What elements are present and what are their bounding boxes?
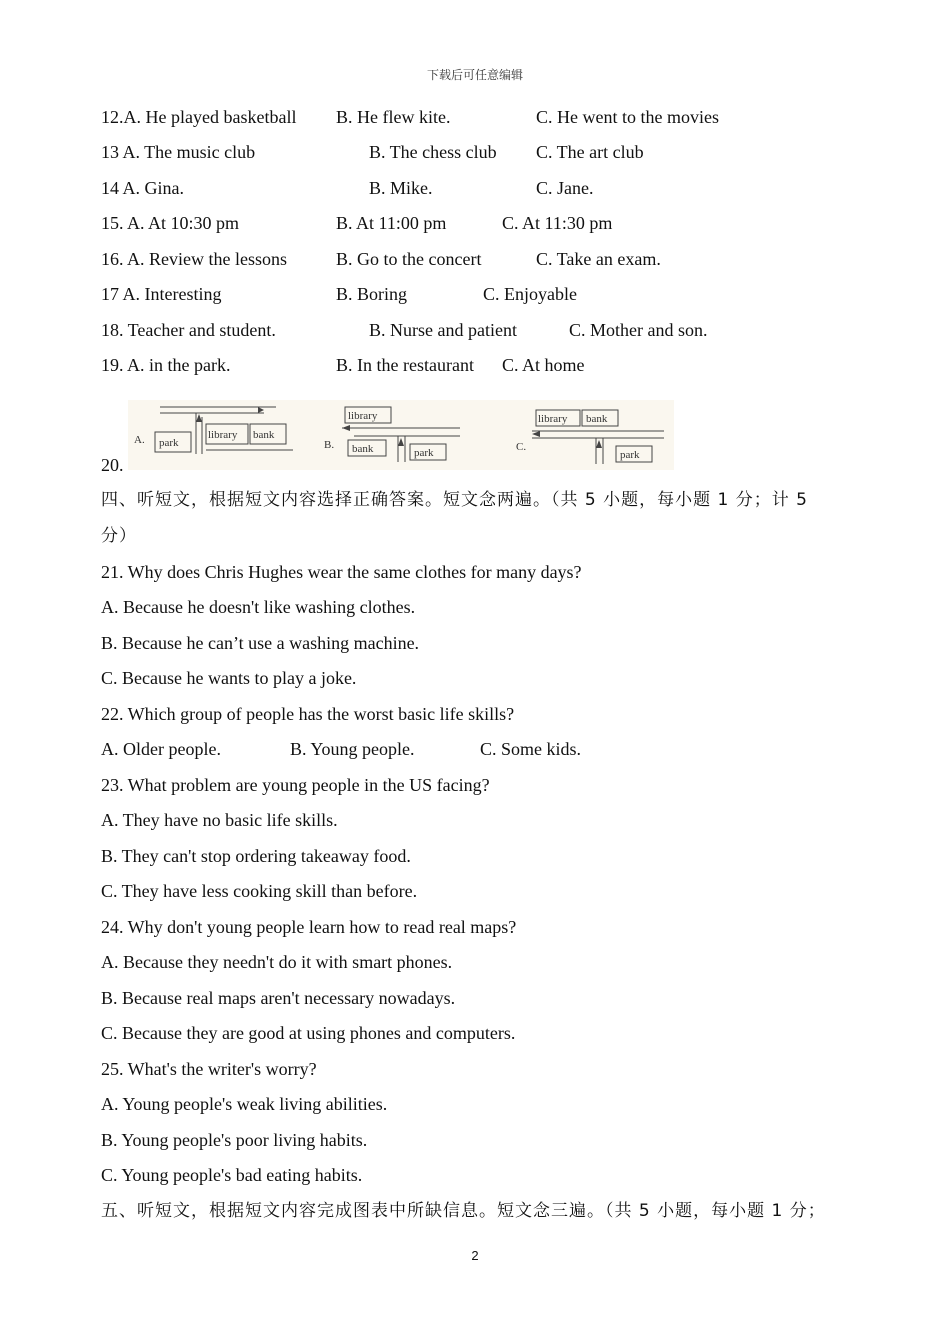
question-20-map-options [128,400,674,470]
map-b-library: library [348,410,378,422]
section-4-heading: 四、听短文，根据短文内容选择正确答案。短文念两遍。（共 5 小题，每小题 1 分；计 5 [101,490,808,510]
question-23-option-b: B. They can't stop ordering takeaway food. [101,846,411,866]
option-a: 19. A. in the park. [101,355,231,375]
question-22-stem: 22. Which group of people has the worst basic life skills? [101,704,515,724]
option-c: C. Some kids. [480,739,582,759]
map-b-park: park [414,447,434,459]
question-23-option-c: C. They have less cooking skill than before. [101,881,418,901]
option-b: B. Young people. [290,739,415,759]
question-19 [101,354,801,376]
question-13 [101,141,801,163]
question-25-stem: 25. What's the writer's worry? [101,1059,317,1079]
question-16 [101,248,801,270]
section-4-heading-cont: 分） [101,526,137,546]
option-c: C. Mother and son. [569,320,708,340]
option-c: C. At 11:30 pm [502,213,613,233]
option-a: 15. A. At 10:30 pm [101,213,240,233]
map-option-b [324,407,460,462]
option-b: B. In the restaurant [336,355,474,375]
map-c-park: park [620,449,640,461]
map-c-bank: bank [586,413,608,425]
question-21-option-b: B. Because he can’t use a washing machine. [101,633,420,653]
option-c: C. Take an exam. [536,249,661,269]
question-24-option-a: A. Because they needn't do it with smart phones. [101,952,453,972]
map-c-library: library [538,413,568,425]
option-b: B. Mike. [369,178,433,198]
question-17 [101,283,801,305]
option-c: C. Jane. [536,178,594,198]
map-a-library: library [208,429,238,441]
question-24-stem: 24. Why don't young people learn how to read real maps? [101,917,517,937]
question-24-option-c: C. Because they are good at using phones and computers. [101,1023,516,1043]
map-label-b: B. [324,439,335,451]
question-23-stem: 23. What problem are young people in the US facing? [101,775,490,795]
map-a-bank: bank [253,429,275,441]
option-b: B. The chess club [369,142,497,162]
map-b-bank: bank [352,443,374,455]
question-25-option-a: A. Young people's weak living abilities. [101,1094,388,1114]
option-a: 18. Teacher and student. [101,320,276,340]
question-25-option-b: B. Young people's poor living habits. [101,1130,368,1150]
option-b: B. Go to the concert [336,249,482,269]
option-a: 14 A. Gina. [101,178,184,198]
option-b: B. At 11:00 pm [336,213,447,233]
question-21-stem: 21. Why does Chris Hughes wear the same clothes for many days? [101,562,582,582]
option-c: C. Enjoyable [483,284,577,304]
option-b: B. Nurse and patient [369,320,517,340]
question-24-option-b: B. Because real maps aren't necessary nowadays. [101,988,456,1008]
option-c: C. He went to the movies [536,107,719,127]
option-c: C. At home [502,355,585,375]
map-label-c: C. [516,441,527,453]
section-5-heading: 五、听短文，根据短文内容完成图表中所缺信息。短文念三遍。（共 5 小题，每小题 1 分； [101,1201,826,1221]
question-25-option-c: C. Young people's bad eating habits. [101,1165,363,1185]
question-21-option-a: A. Because he doesn't like washing clothes. [101,597,416,617]
option-a: 17 A. Interesting [101,284,222,304]
option-a: 13 A. The music club [101,142,256,162]
question-12 [101,106,801,128]
page-number: 2 [471,1248,479,1263]
option-b: B. Boring [336,284,408,304]
map-option-c [516,410,664,464]
question-23-option-a: A. They have no basic life skills. [101,810,338,830]
option-c: C. The art club [536,142,644,162]
question-15 [101,212,801,234]
question-21-option-c: C. Because he wants to play a joke. [101,668,357,688]
question-20-number: 20. [101,455,124,475]
option-a: 12.A. He played basketball [101,107,297,127]
map-label-a: A. [134,434,145,446]
option-a: 16. A. Review the lessons [101,249,287,269]
question-14 [101,177,801,199]
option-b: B. He flew kite. [336,107,451,127]
question-18 [101,319,801,341]
question-22-options [101,738,701,760]
map-a-park: park [159,437,179,449]
option-a: A. Older people. [101,739,221,759]
page-header: 下载后可任意编辑 [426,68,523,82]
map-option-a [134,407,293,454]
